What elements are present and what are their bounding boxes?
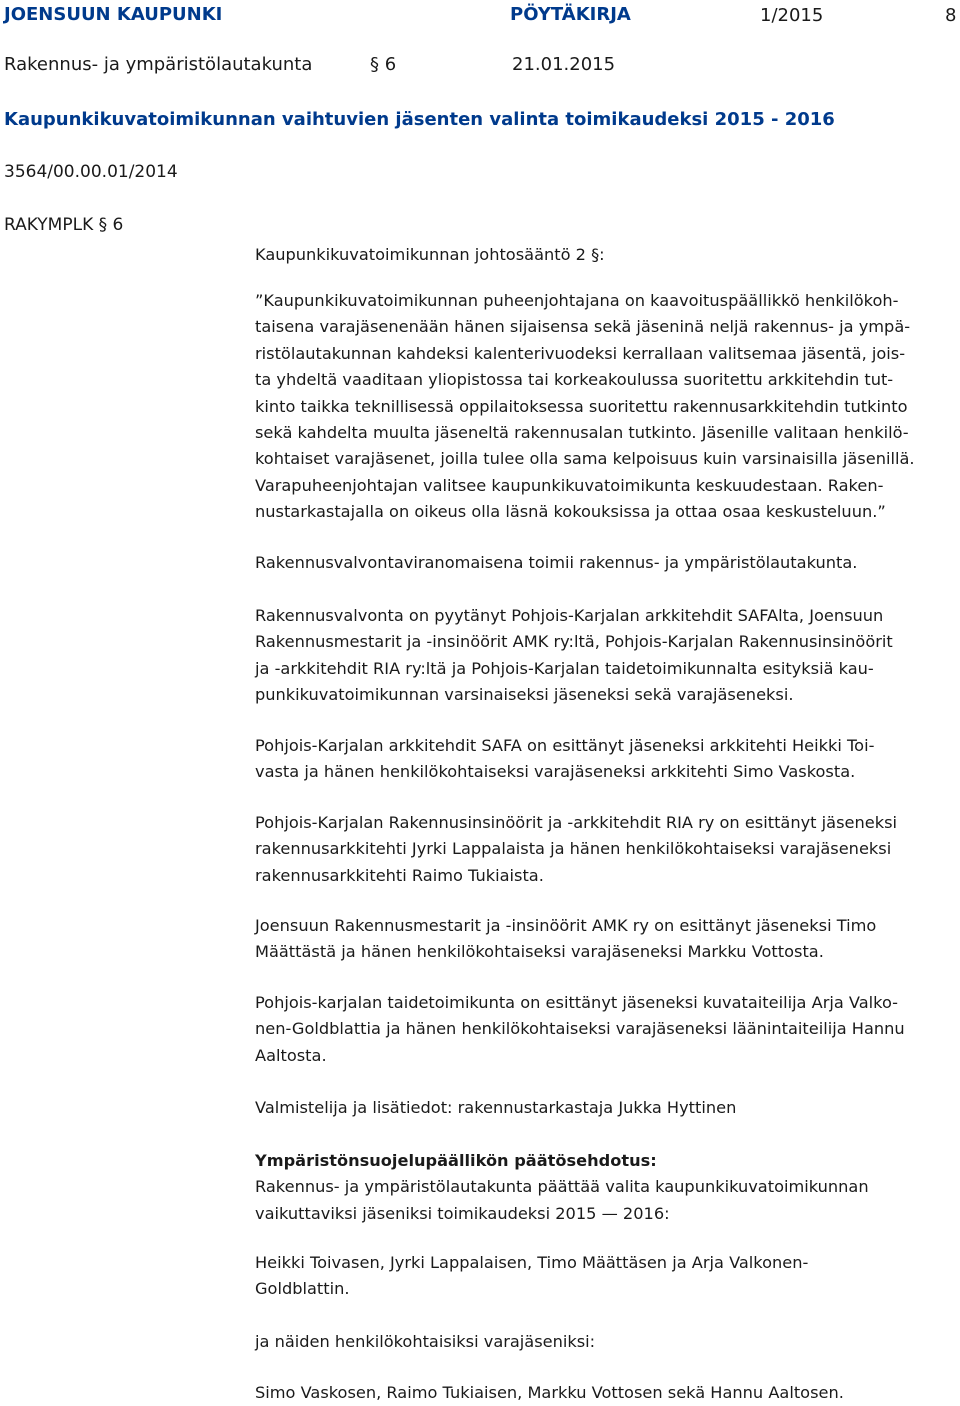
proposal-line: Rakennus- ja ympäristölautakunta päättää valita kaupunkikuvatoimikunnan — [255, 1177, 869, 1197]
quote-line: ”Kaupunkikuvatoimikunnan puheenjohtajana on kaavoituspäällikkö henkilökoh- — [255, 291, 899, 310]
art-paragraph — [255, 990, 955, 1069]
reference-number: 3564/00.00.01/2014 — [4, 162, 178, 182]
request-paragraph — [255, 603, 955, 709]
ria-line: Pohjois-Karjalan Rakennusinsinöörit ja -arkkitehdit RIA ry on esittänyt jäseneksi — [255, 813, 897, 832]
safa-line: Pohjois-Karjalan arkkitehdit SAFA on esittänyt jäseneksi arkkitehti Heikki Toi- — [255, 736, 875, 755]
intro-text — [255, 242, 955, 268]
quote-line: ta yhdeltä vaaditaan yliopistossa tai korkeakoulussa suoritettu arkkitehdin tut- — [255, 370, 894, 390]
proposal-line: vaikuttaviksi jäseniksi toimikaudeksi 2015 — 2016: — [255, 1203, 670, 1223]
intro-line: Kaupunkikuvatoimikunnan johtosääntö 2 §: — [255, 245, 605, 264]
amk-paragraph — [255, 913, 955, 966]
deputies-intro-paragraph — [255, 1329, 955, 1355]
amk-line: Määttästä ja hänen henkilökohtaiseksi varajäseneksi Markku Vottosta. — [255, 942, 824, 962]
quote-line: taisena varajäsenenään hänen sijaisensa sekä jäseninä neljä rakennus- ja ympä- — [255, 317, 911, 337]
committee-name: Rakennus- ja ympäristölautakunta — [4, 54, 313, 75]
amk-line: Joensuun Rakennusmestarit ja -insinöörit AMK ry on esittänyt jäseneksi Timo — [255, 916, 877, 935]
authority-paragraph — [255, 550, 955, 576]
page-title: Kaupunkikuvatoimikunnan vaihtuvien jäsenten valinta toimikaudeksi 2015 - 2016 — [4, 109, 835, 130]
org-name: JOENSUUN KAUPUNKI — [4, 4, 223, 25]
quote-line: kinto taikka teknillisessä oppilaitoksessa suoritettu rakennusarkkitehdin tutkinto — [255, 396, 908, 416]
preparer-paragraph — [255, 1095, 955, 1121]
preparer-line: Valmistelija ja lisätiedot: rakennustarkastaja Jukka Hyttinen — [255, 1098, 737, 1117]
request-line: Rakennusvalvonta on pyytänyt Pohjois-Karjalan arkkitehdit SAFAlta, Joensuun — [255, 606, 884, 625]
art-line: nen-Goldblattia ja hänen henkilökohtaiseksi varajäseneksi läänintaiteilija Hannu — [255, 1019, 905, 1039]
quote-line: sekä kahdelta muulta jäseneltä rakennusalan tutkinto. Jäsenille valitaan henkilö- — [255, 423, 909, 443]
deputies-line: Simo Vaskosen, Raimo Tukiaisen, Markku Vottosen sekä Hannu Aaltosen. — [255, 1383, 844, 1402]
deputies-intro-line: ja näiden henkilökohtaisiksi varajäseniksi: — [255, 1332, 596, 1351]
request-line: ja -arkkitehdit RIA ry:ltä ja Pohjois-Karjalan taidetoimikunnalta esityksiä kau- — [255, 658, 874, 678]
ria-line: rakennusarkkitehti Raimo Tukiaista. — [255, 865, 544, 885]
safa-paragraph — [255, 733, 955, 786]
section-number: § 6 — [370, 54, 397, 75]
art-line: Aaltosta. — [255, 1045, 327, 1065]
safa-line: vasta ja hänen henkilökohtaiseksi varajäseneksi arkkitehti Simo Vaskosta. — [255, 762, 856, 782]
doc-number: 1/2015 — [760, 5, 824, 26]
quote-line: nustarkastajalla on oikeus olla läsnä kokouksissa ja ottaa osaa keskusteluun.” — [255, 502, 886, 522]
section-label: RAKYMPLK § 6 — [4, 215, 124, 235]
quote-line: ristölautakunnan kahdeksi kalenterivuodeksi kerrallaan valitsemaa jäsentä, jois- — [255, 343, 906, 363]
proposal-paragraph — [255, 1148, 955, 1227]
ria-paragraph — [255, 810, 955, 889]
ria-line: rakennusarkkitehti Jyrki Lappalaista ja hänen henkilökohtaiseksi varajäseneksi — [255, 839, 892, 859]
meeting-date: 21.01.2015 — [512, 54, 616, 75]
members-paragraph — [255, 1250, 955, 1303]
request-line: Rakennusmestarit ja -insinöörit AMK ry:ltä, Pohjois-Karjalan Rakennusinsinöörit — [255, 632, 893, 652]
proposal-heading: Ympäristönsuojelupäällikön päätösehdotus: — [255, 1151, 657, 1170]
authority-line: Rakennusvalvontaviranomaisena toimii rakennus- ja ympäristölautakunta. — [255, 553, 858, 572]
page-number: 8 — [945, 5, 957, 26]
members-line: Goldblattin. — [255, 1279, 350, 1299]
quote-line: kohtaiset varajäsenet, joilla tulee olla sama kelpoisuus kuin varsinaisilla jäsenillä. — [255, 449, 915, 469]
art-line: Pohjois-karjalan taidetoimikunta on esittänyt jäseneksi kuvataiteilija Arja Valko- — [255, 993, 898, 1012]
members-line: Heikki Toivasen, Jyrki Lappalaisen, Timo Määttäsen ja Arja Valkonen- — [255, 1253, 809, 1272]
quote-line: Varapuheenjohtajan valitsee kaupunkikuvatoimikunta keskuudestaan. Raken- — [255, 475, 884, 495]
request-line: punkikuvatoimikunnan varsinaiseksi jäseneksi sekä varajäseneksi. — [255, 685, 794, 705]
doc-type: PÖYTÄKIRJA — [510, 4, 631, 25]
deputies-paragraph — [255, 1380, 955, 1406]
quote-paragraph — [255, 288, 955, 526]
